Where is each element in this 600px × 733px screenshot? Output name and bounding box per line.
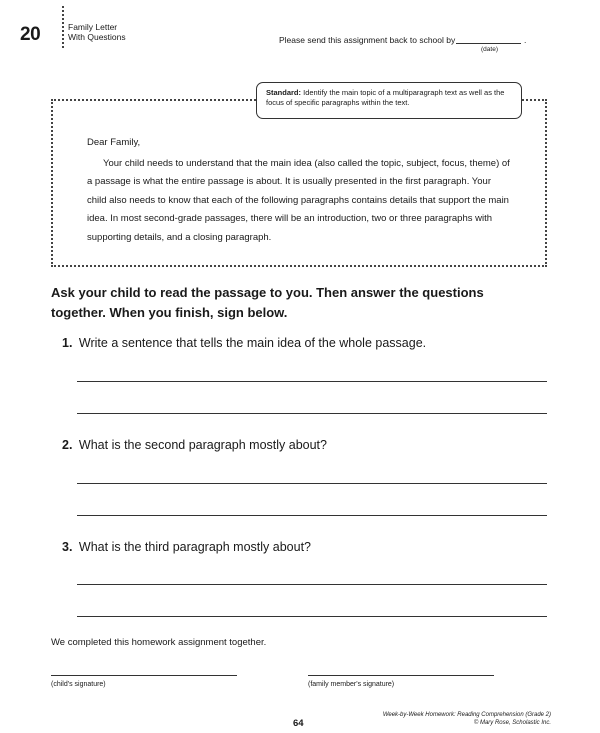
- worksheet-title-line1: Family Letter: [68, 22, 118, 32]
- answer-3-line-2[interactable]: [77, 616, 547, 617]
- question-2-text: What is the second paragraph mostly about?: [78, 438, 327, 452]
- instructions: Ask your child to read the passage to you. Then answer the questions together. When you finish, sign below.: [51, 285, 484, 320]
- question-1-text: Write a sentence that tells the main idea of the whole passage.: [78, 336, 427, 350]
- family-signature-field[interactable]: [308, 675, 494, 676]
- date-label: (date): [481, 46, 498, 53]
- letter-body: Your child needs to understand that the main idea (also called the topic, subject, focus, theme) of a passage is what the entire passage is about. It is usually presented in the first paragraph. Your child also needs to know that each of the following paragraphs contains details that support the main idea. In most second-grade passages, there will be an introduction, two or three paragraphs with supporting details, and a closing paragraph.: [87, 157, 510, 243]
- credits: [383, 711, 551, 727]
- question-3-text: What is the third paragraph mostly about?: [78, 540, 311, 554]
- page-number: 64: [293, 718, 304, 729]
- child-signature-field[interactable]: [51, 675, 237, 676]
- answer-1-line-1[interactable]: [77, 381, 547, 382]
- header-dotted-divider: [62, 6, 64, 48]
- question-2-number: 2.: [62, 438, 73, 452]
- credit-line-1: Week-by-Week Homework: Reading Comprehension (Grade 2): [382, 712, 551, 718]
- lesson-number: 20: [20, 24, 41, 45]
- date-field[interactable]: [456, 43, 521, 44]
- answer-1-line-2[interactable]: [77, 413, 547, 414]
- question-3-number: 3.: [62, 540, 73, 554]
- send-back-text: Please send this assignment back to school by: [279, 35, 456, 45]
- standard-label: Standard:: [266, 88, 302, 97]
- credit-line-2: © Mary Rose, Scholastic Inc.: [473, 720, 551, 726]
- completion-statement: We completed this homework assignment together.: [51, 637, 267, 648]
- family-letter: [87, 134, 510, 247]
- question-3: [62, 540, 311, 554]
- answer-3-line-1[interactable]: [77, 584, 547, 585]
- letter-greeting: Dear Family,: [87, 137, 141, 148]
- worksheet-title-line2: With Questions: [68, 32, 126, 42]
- answer-2-line-2[interactable]: [77, 515, 547, 516]
- child-signature-label: (child's signature): [51, 681, 106, 688]
- standard-text: Identify the main topic of a multiparagraph text as well as the focus of specific paragraphs within the text.: [266, 88, 505, 107]
- question-1-number: 1.: [62, 336, 73, 350]
- question-1: [62, 336, 426, 350]
- date-period: .: [524, 35, 527, 45]
- question-2: [62, 438, 327, 452]
- standard-box: [256, 82, 522, 119]
- answer-2-line-1[interactable]: [77, 483, 547, 484]
- family-signature-label: (family member's signature): [308, 681, 395, 688]
- worksheet-title: [68, 22, 126, 42]
